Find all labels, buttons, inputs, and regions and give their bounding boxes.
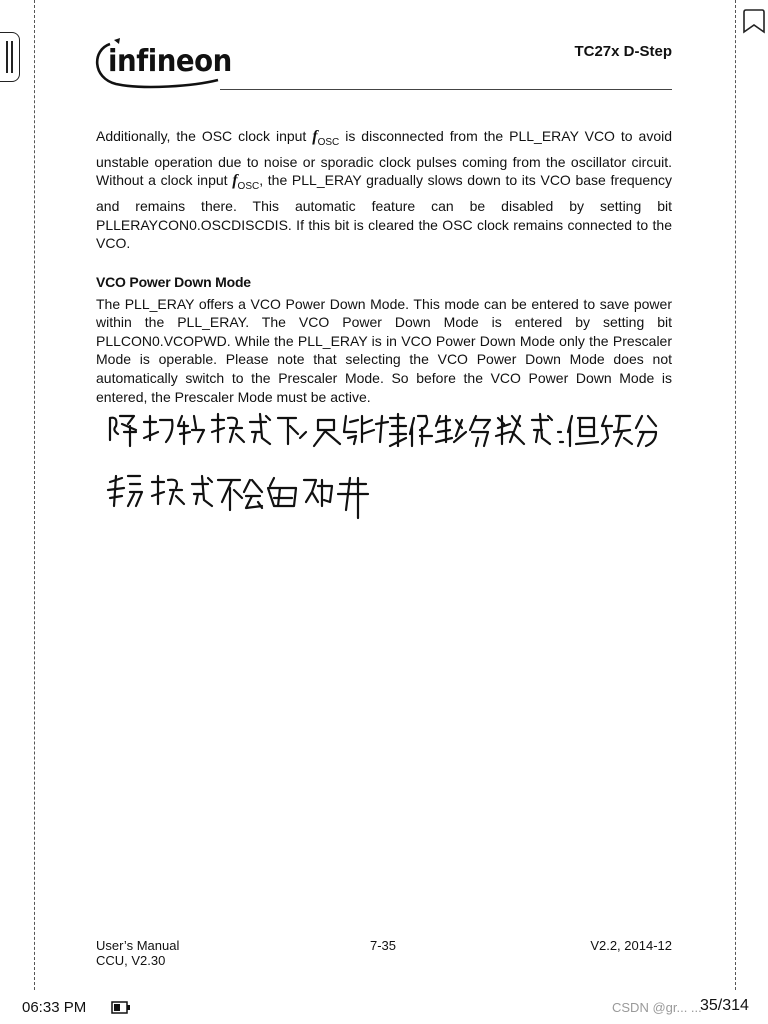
handwritten-annotation <box>100 402 690 524</box>
bookmark-icon[interactable] <box>742 8 766 34</box>
status-clock: 06:33 PM <box>22 999 87 1016</box>
sidebar-toggle-handle[interactable] <box>0 32 20 82</box>
footer-page-number: 7-35 <box>370 938 397 953</box>
para1-text-end: , the PLL_ERAY gradually slows down to its VCO base frequency and remains there. This automatic feature can be disabled by setting bit PLLERAYCON0.OSCDISCDIS. If this bit is cleared the OSC clock remains connected to the VCO. <box>96 172 673 252</box>
footer-left <box>96 938 179 968</box>
paragraph-vco-power-down: The PLL_ERAY offers a VCO Power Down Mode. This mode can be entered to save power within the PLL_ERAY. The VCO Power Down Mode is entered by setting bit PLLCON0.VCOPWD. While the PLL_ERAY is in VCO Power Down Mode only the Prescaler Mode is operable. Please note that selecting the VCO Power Down Mode does not automatically switch to the Prescaler Mode. So before the VCO Power Down Mode is entered, the Prescaler Mode must be active. <box>96 295 672 405</box>
footer-chapter-label: CCU, V2.30 <box>96 953 166 968</box>
document-title: TC27x D-Step <box>574 43 672 60</box>
left-dashed-margin <box>34 0 35 990</box>
fosc-symbol <box>232 172 260 193</box>
footer-version: V2.2, 2014-12 <box>590 938 672 953</box>
fosc-f: f <box>232 172 238 190</box>
handle-grip-bar <box>6 41 8 73</box>
csdn-watermark: CSDN @gr... ... <box>612 1000 702 1015</box>
fosc-subscript: OSC <box>317 137 340 149</box>
para1-text-start: Additionally, the OSC clock input <box>96 128 313 144</box>
logo-wordmark: infineon <box>108 44 232 79</box>
infineon-logo <box>94 38 232 90</box>
header-rule <box>220 89 672 90</box>
right-dashed-margin <box>735 0 736 990</box>
para1-text-mid: is disconnected from the PLL_ERAY VCO to avoid unstable operation due to noise or sporadic clock pulses coming from the oscillator circuit. Without a clock input <box>96 128 673 189</box>
page-content <box>96 127 672 406</box>
paragraph-osc-disconnect <box>96 127 672 253</box>
page-counter[interactable]: 35/314 <box>700 997 749 1014</box>
battery-icon <box>111 1001 131 1014</box>
fosc-symbol <box>312 128 340 149</box>
fosc-f: f <box>312 128 318 145</box>
fosc-subscript: OSC <box>237 181 260 193</box>
section-heading: VCO Power Down Mode <box>96 273 251 290</box>
footer-manual-label: User’s Manual <box>96 938 180 953</box>
handle-grip-bar <box>11 41 13 73</box>
